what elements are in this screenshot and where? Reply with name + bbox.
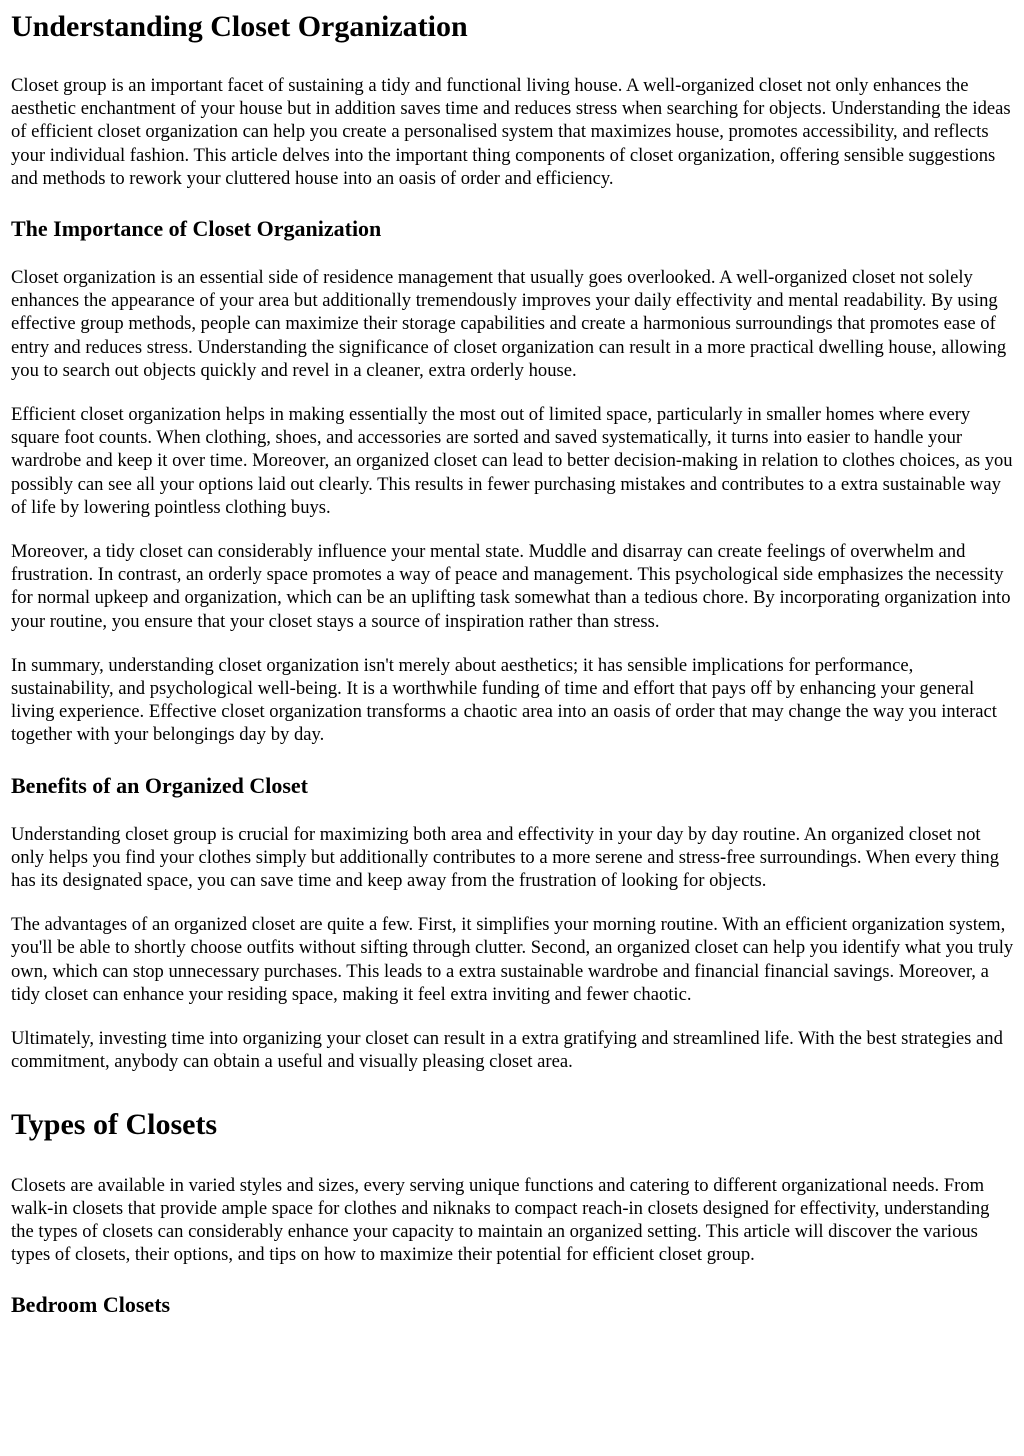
paragraph: Closet organization is an essential side of residence management that usually goes overlooked. A well-organized closet not solely enhances the appearance of your area but additionally tremendously improves your daily effectivity and mental readability. By using effective group methods, people can maximize their storage capabilities and create a harmonious surroundings that promotes ease of entry and reduces stress. Understanding the significance of closet organization can result in a more practical dwelling house, allowing you to search out objects quickly and revel in a cleaner, extra orderly house. <box>11 267 1007 381</box>
article <box>0 10 1024 1318</box>
section-heading-benefits: Benefits of an Organized Closet <box>11 772 308 798</box>
article-title: Understanding Closet Organization <box>11 10 468 43</box>
paragraph: Efficient closet organization helps in making essentially the most out of limited space, particularly in smaller homes where every square foot counts. When clothing, shoes, and accessories are sorted and saved systematically, it turns into easier to handle your wardrobe and keep it over time. Moreover, an organized closet can lead to better decision-making in relation to clothes choices, as you possibly can see all your options laid out clearly. This results in fewer purchasing mistakes and contributes to a extra sustainable way of life by lowering pointless clothing buys. <box>11 404 1013 518</box>
intro-paragraph: Closet group is an important facet of sustaining a tidy and functional living house. A well-organized closet not only enhances the aesthetic enchantment of your house but in addition saves time and reduces stress when searching for objects. Understanding the ideas of efficient closet organization can help you create a personalised system that maximizes house, promotes accessibility, and reflects your individual fashion. This article delves into the important thing components of closet organization, offering sensible suggestions and methods to rework your cluttered house into an oasis of order and efficiency. <box>11 75 1011 189</box>
paragraph: In summary, understanding closet organization isn't merely about aesthetics; it has sensible implications for performance, sustainability, and psychological well-being. It is a worthwhile funding of time and effort that pays off by enhancing your general living experience. Effective closet organization transforms a chaotic area into an oasis of order that may change the way you interact together with your belongings day by day. <box>11 654 997 746</box>
paragraph: Closets are available in varied styles and sizes, every serving unique functions and catering to different organizational needs. From walk-in closets that provide ample space for clothes and niknaks to compact reach-in closets designed for effectivity, understanding the types of closets can considerably enhance your capacity to maintain an organized setting. This article will discover the various types of closets, their options, and tips on how to maximize their potential for efficient closet group. <box>11 1174 990 1266</box>
paragraph: Understanding closet group is crucial for maximizing both area and effectivity in your day by day routine. An organized closet not only helps you find your clothes simply but additionally contributes to a more serene and stress-free surroundings. When every thing has its designated space, you can save time and keep away from the frustration of looking for objects. <box>11 823 1000 892</box>
section-heading-importance: The Importance of Closet Organization <box>11 216 382 242</box>
paragraph: Moreover, a tidy closet can considerably influence your mental state. Muddle and disarray can create feelings of overwhelm and frustration. In contrast, an orderly space promotes a way of peace and management. This psychological side emphasizes the necessity for normal upkeep and organization, which can be an uplifting task somewhat than a tedious chore. By incorporating organization into your routine, you ensure that your closet stays a source of inspiration rather than stress. <box>11 541 1011 632</box>
section-title-types: Types of Closets <box>11 1107 218 1141</box>
paragraph: Ultimately, investing time into organizing your closet can result in a extra gratifying and streamlined life. With the best strategies and commitment, anybody can obtain a useful and visually pleasing closet area. <box>11 1028 1003 1073</box>
paragraph: The advantages of an organized closet are quite a few. First, it simplifies your morning routine. With an efficient organization system, you'll be able to shortly choose outfits without sifting through clutter. Second, an organized closet can help you identify what you truly own, which can stop unnecessary purchases. This leads to a extra sustainable wardrobe and financial financial savings. Moreover, a tidy closet can enhance your residing space, making it feel extra inviting and fewer chaotic. <box>11 914 1014 1005</box>
subsection-heading-bedroom: Bedroom Closets <box>11 1292 171 1318</box>
